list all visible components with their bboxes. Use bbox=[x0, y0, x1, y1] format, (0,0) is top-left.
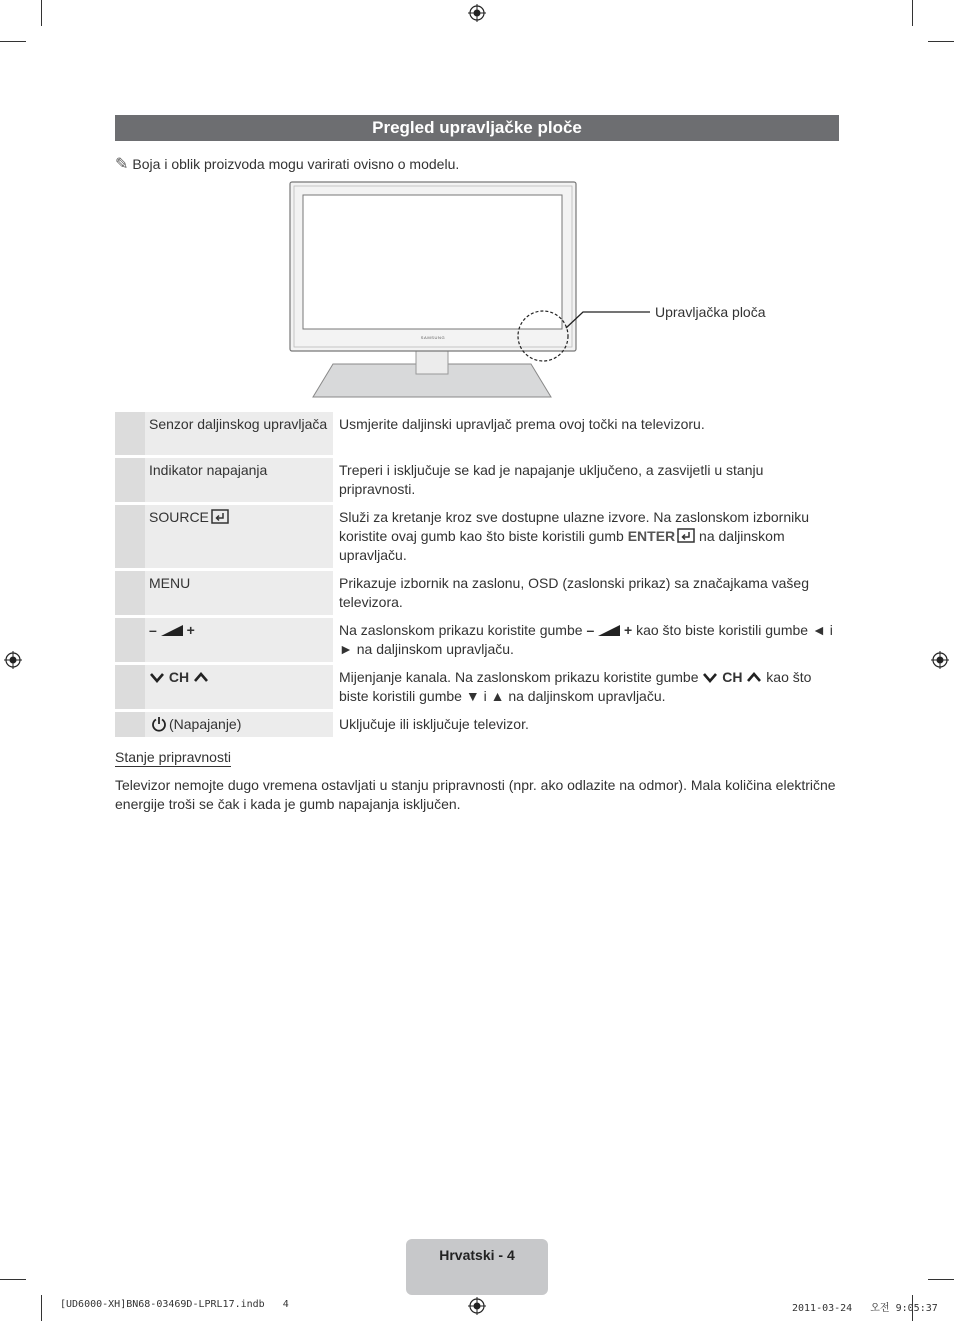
crop-mark bbox=[928, 41, 954, 42]
section-heading: Stanje pripravnosti bbox=[115, 749, 231, 765]
row-marker bbox=[115, 505, 145, 568]
control-name bbox=[145, 712, 333, 737]
chevron-up-icon bbox=[193, 672, 209, 683]
control-name bbox=[145, 505, 333, 568]
desc-part: Na zaslonskom prikazu koristite gumbe bbox=[339, 622, 587, 638]
source-label: SOURCE bbox=[149, 509, 209, 525]
chevron-down-icon bbox=[149, 672, 165, 683]
table-row bbox=[115, 505, 839, 568]
crop-mark bbox=[41, 0, 42, 26]
volume-plus: + bbox=[624, 622, 633, 638]
desc-part: na daljinskom upravljaču. bbox=[339, 528, 785, 563]
power-label: (Napajanje) bbox=[169, 716, 242, 732]
control-desc: Uključuje ili isključuje televizor. bbox=[333, 712, 839, 737]
row-marker bbox=[115, 571, 145, 615]
callout-label: Upravljačka ploča bbox=[655, 304, 766, 320]
enter-icon bbox=[211, 509, 229, 524]
page-title: Pregled upravljačke ploče bbox=[115, 115, 839, 141]
control-desc: Usmjerite daljinski upravljač prema ovoj točki na televizoru. bbox=[333, 412, 839, 455]
registration-mark-icon bbox=[468, 1297, 486, 1315]
crop-mark bbox=[0, 1279, 26, 1280]
registration-mark-icon bbox=[931, 651, 949, 669]
tv-logo: SAMSUNG bbox=[420, 335, 446, 340]
crop-mark bbox=[0, 41, 26, 42]
control-desc bbox=[333, 618, 839, 662]
row-marker bbox=[115, 665, 145, 709]
volume-icon bbox=[161, 625, 183, 636]
row-marker bbox=[115, 458, 145, 502]
control-name: Indikator napajanja bbox=[145, 458, 333, 502]
control-desc: Treperi i isključuje se kad je napajanje uključeno, a zasvijetli u stanju pripravnosti. bbox=[333, 458, 839, 502]
table-row bbox=[115, 412, 839, 455]
row-marker bbox=[115, 412, 145, 455]
tv-stand-neck bbox=[416, 350, 448, 374]
desc-part: kao što biste koristili gumbe ▼ i ▲ na daljinskom upravljaču. bbox=[339, 669, 812, 704]
footer-file-info: [UD6000-XH]BN68-03469D-LPRL17.indb 4 bbox=[60, 1299, 289, 1310]
enter-icon bbox=[677, 528, 695, 543]
desc-part: Mijenjanje kanala. Na zaslonskom prikazu koristite gumbe bbox=[339, 669, 703, 685]
volume-plus: + bbox=[186, 622, 195, 638]
registration-mark-icon bbox=[468, 4, 486, 22]
standby-paragraph: Televizor nemojte dugo vremena ostavljati u stanju pripravnosti (npr. ako odlazite na odmor). Mala količina električne energije troši se čak i kada je gumb napajanja isključen. bbox=[115, 777, 836, 812]
page-number-tab: Hrvatski - 4 bbox=[406, 1239, 548, 1295]
table-row bbox=[115, 665, 839, 709]
volume-minus: – bbox=[586, 622, 595, 638]
control-name bbox=[145, 618, 333, 662]
pencil-note-icon: ✎ bbox=[115, 156, 129, 173]
channel-label: CH bbox=[722, 669, 743, 685]
crop-mark bbox=[41, 1295, 42, 1321]
table-row bbox=[115, 618, 839, 662]
registration-mark-icon bbox=[4, 651, 22, 669]
control-name: Senzor daljinskog upravljača bbox=[145, 412, 333, 455]
note-text: Boja i oblik proizvoda mogu varirati ovisno o modelu. bbox=[132, 156, 460, 172]
note bbox=[115, 154, 459, 174]
chevron-up-icon bbox=[746, 672, 762, 683]
enter-label: ENTER bbox=[627, 528, 676, 544]
tv-illustration bbox=[285, 178, 775, 400]
callout-line bbox=[566, 312, 650, 328]
control-name: MENU bbox=[145, 571, 333, 615]
table-row bbox=[115, 571, 839, 615]
control-desc bbox=[333, 505, 839, 568]
tv-screen bbox=[303, 195, 562, 329]
crop-mark bbox=[912, 0, 913, 26]
table-row bbox=[115, 712, 839, 737]
footer-timestamp: 2011-03-24 오전 9:05:37 bbox=[792, 1303, 938, 1314]
channel-label: CH bbox=[168, 669, 190, 685]
desc-part: Služi za kretanje kroz sve dostupne ulazne izvore. Na zaslonskom izborniku koristite ovaj gumb kao što biste koristili gumb bbox=[339, 509, 810, 544]
power-icon bbox=[151, 716, 167, 732]
control-desc bbox=[333, 665, 839, 709]
row-marker bbox=[115, 618, 145, 662]
table-row bbox=[115, 458, 839, 502]
volume-minus: – bbox=[149, 622, 157, 638]
chevron-down-icon bbox=[702, 672, 718, 683]
control-name bbox=[145, 665, 333, 709]
crop-mark bbox=[928, 1279, 954, 1280]
row-marker bbox=[115, 712, 145, 737]
control-desc: Prikazuje izbornik na zaslonu, OSD (zaslonski prikaz) sa značajkama vašeg televizora. bbox=[333, 571, 839, 615]
volume-icon bbox=[598, 625, 620, 636]
desc-part: kao što biste koristili gumbe ◄ i ► na daljinskom upravljaču. bbox=[339, 622, 833, 657]
control-table bbox=[115, 409, 839, 740]
